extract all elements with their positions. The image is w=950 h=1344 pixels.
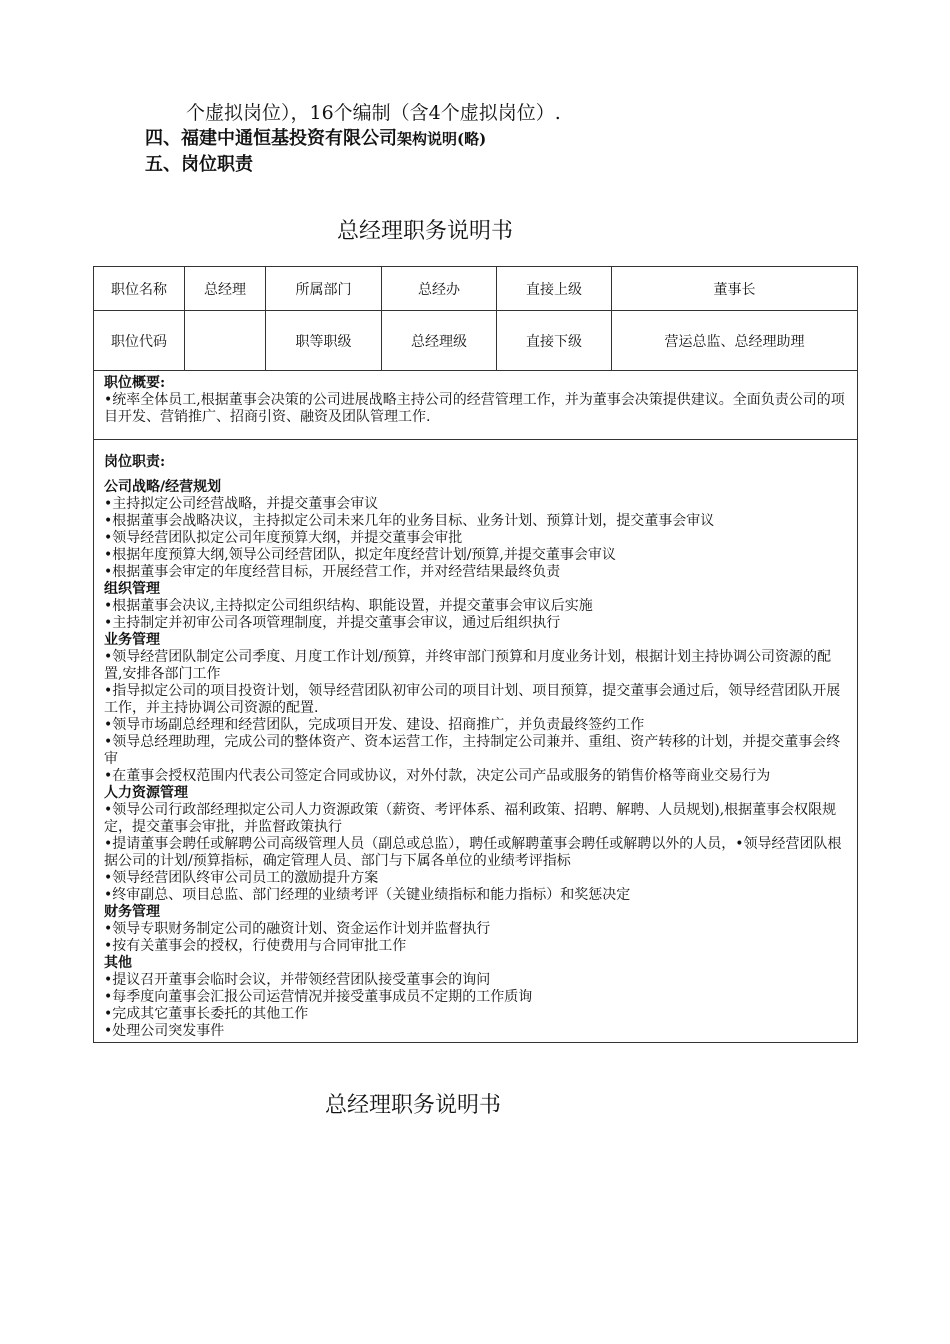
heading-section-4: [145, 124, 486, 150]
duty-section-title: 其他: [104, 955, 132, 971]
duty-item: •主持拟定公司经营战略，并提交董事会审议: [104, 496, 379, 512]
heading-4-suffix: 架构说明(略): [397, 130, 487, 148]
cell-superior-label: 直接上级: [497, 267, 612, 311]
duty-item: •领导经营团队制定公司季度、月度工作计划/预算，并终审部门预算和月度业务计划，根据计划主持协调公司资源的配置,安排各部门工作: [104, 649, 831, 682]
duty-item: •领导市场副总经理和经营团队，完成项目开发、建设、招商推广，并负责最终签约工作: [104, 717, 645, 733]
duty-item: •完成其它董事长委托的其他工作: [104, 1006, 309, 1022]
duty-item: •领导经营团队拟定公司年度预算大纲，并提交董事会审批: [104, 530, 463, 546]
intro-line: 个虚拟岗位），16个编制（含4个虚拟岗位）.: [186, 102, 561, 124]
heading-section-5: 五、岗位职责: [145, 154, 253, 175]
summary-text: •统率全体员工,根据董事会决策的公司进展战略主持公司的经营管理工作，并为董事会决策提供建议。全面负责公司的项目开发、营销推广、招商引资、融资及团队管理工作.: [104, 392, 845, 425]
heading-4-main: 四、福建中通恒基投资有限公司: [145, 128, 397, 149]
duty-item: •领导经营团队终审公司员工的激励提升方案: [104, 870, 379, 886]
duty-item: •主持制定并初审公司各项管理制度，并提交董事会审议，通过后组织执行: [104, 615, 561, 631]
summary-row: [94, 371, 858, 440]
duty-section-title: 公司战略/经营规划: [104, 479, 222, 495]
document-title: 总经理职务说明书: [337, 219, 514, 244]
duty-item: •领导公司行政部经理拟定公司人力资源政策（薪资、考评体系、福利政策、招聘、解聘、人员规划),根据董事会权限规定，提交董事会审批，并监督政策执行: [104, 802, 837, 835]
duty-item: •根据董事会决议,主持拟定公司组织结构、职能设置，并提交董事会审议后实施: [104, 598, 593, 614]
cell-superior: 董事长: [612, 267, 858, 311]
job-description-table: [93, 266, 858, 1043]
duty-item: •根据董事会战略决议，主持拟定公司未来几年的业务目标、业务计划、预算计划，提交董事会审议: [104, 513, 715, 529]
duty-section-title: 组织管理: [104, 581, 160, 597]
cell-grade-label: 职等职级: [266, 311, 382, 371]
duties-row: [94, 440, 858, 1043]
cell-department-label: 所属部门: [266, 267, 382, 311]
duty-item: •按有关董事会的授权，行使费用与合同审批工作: [104, 938, 407, 954]
duties-label: 岗位职责:: [104, 454, 166, 470]
duty-item: •终审副总、项目总监、部门经理的业绩考评（关键业绩指标和能力指标）和奖惩决定: [104, 887, 631, 903]
summary-cell: [94, 371, 858, 440]
cell-grade: 总经理级: [382, 311, 497, 371]
duty-item: •根据年度预算大纲,领导公司经营团队，拟定年度经营计划/预算,并提交董事会审议: [104, 547, 616, 563]
duty-item: •领导总经理助理，完成公司的整体资产、资本运营工作，主持制定公司兼并、重组、资产转移的计划，并提交董事会终审: [104, 734, 841, 767]
duty-item: •提议召开董事会临时会议，并带领经营团队接受董事会的询问: [104, 972, 491, 988]
summary-label: 职位概要:: [104, 375, 166, 391]
duty-item: •每季度向董事会汇报公司运营情况并接受董事成员不定期的工作质询: [104, 989, 533, 1005]
cell-subordinate-label: 直接下级: [497, 311, 612, 371]
table-row: [94, 311, 858, 371]
duty-item: •在董事会授权范围内代表公司签定合同或协议，对外付款，决定公司产品或服务的销售价格等商业交易行为: [104, 768, 771, 784]
cell-position-name-label: 职位名称: [94, 267, 185, 311]
document-title-repeat: 总经理职务说明书: [325, 1093, 502, 1118]
cell-position-name: 总经理: [185, 267, 266, 311]
duty-item: •指导拟定公司的项目投资计划，领导经营团队初审公司的项目计划、项目预算，提交董事会通过后，领导经营团队开展工作，并主持协调公司资源的配置.: [104, 683, 841, 716]
duty-item: •领导专职财务制定公司的融资计划、资金运作计划并监督执行: [104, 921, 491, 937]
cell-position-code-label: 职位代码: [94, 311, 185, 371]
duties-cell: [94, 440, 858, 1043]
cell-subordinate: 营运总监、总经理助理: [612, 311, 858, 371]
duty-section-title: 业务管理: [104, 632, 160, 648]
duties-list: [104, 479, 847, 1040]
duty-item: •处理公司突发事件: [104, 1023, 225, 1039]
duty-item: •提请董事会聘任或解聘公司高级管理人员（副总或总监），聘任或解聘董事会聘任或解聘以外的人员，•领导经营团队根据公司的计划/预算指标，确定管理人员、部门与下属各单位的业绩考评指标: [104, 836, 842, 869]
duty-section-title: 财务管理: [104, 904, 160, 920]
table-row: [94, 267, 858, 311]
cell-department: 总经办: [382, 267, 497, 311]
duty-item: •根据董事会审定的年度经营目标，开展经营工作，并对经营结果最终负责: [104, 564, 561, 580]
duty-section-title: 人力资源管理: [104, 785, 188, 801]
cell-position-code: [185, 311, 266, 371]
